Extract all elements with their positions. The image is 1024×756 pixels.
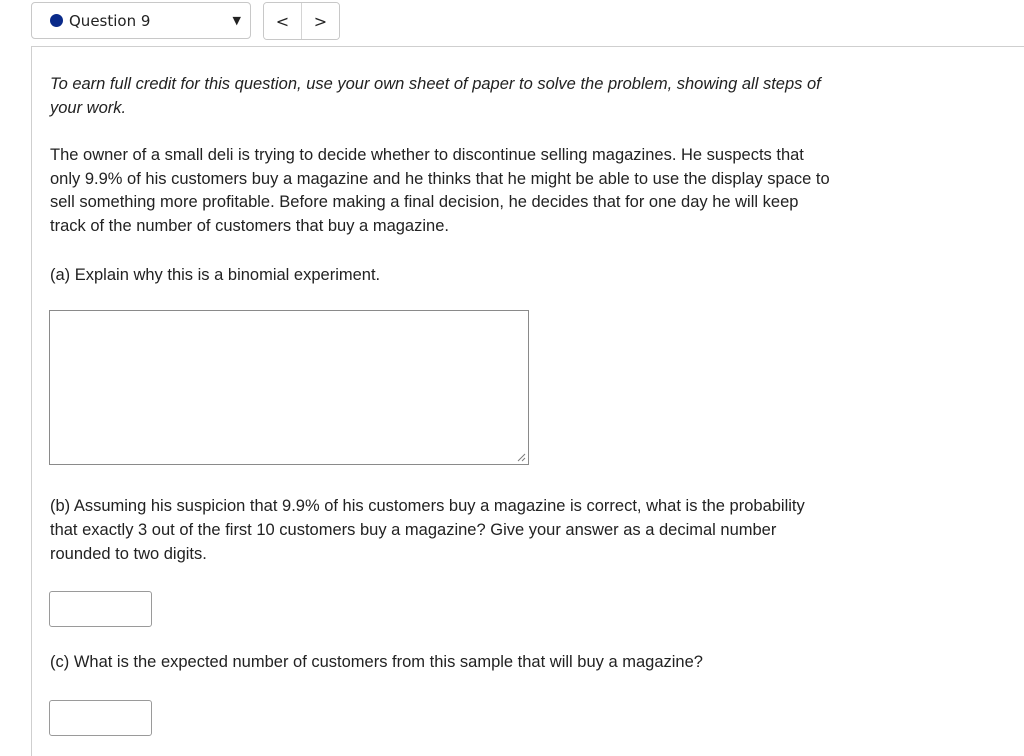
previous-question-button[interactable]: < (264, 3, 302, 39)
question-status-dot (50, 14, 63, 27)
header-divider (31, 46, 1024, 47)
part-c-prompt: (c) What is the expected number of customers from this sample that will buy a magazine? (50, 653, 703, 671)
question-body (50, 72, 840, 284)
content-left-border (31, 46, 32, 756)
next-question-button[interactable]: > (302, 3, 339, 39)
chevron-down-icon: ▼ (232, 14, 241, 27)
part-b-prompt: (b) Assuming his suspicion that 9.9% of his customers buy a magazine is correct, what is the probability that exactly 3 out of the first 10 customers buy a magazine? Give your answer as a decimal number rounded to two digits. (50, 497, 805, 563)
resize-handle-icon[interactable] (516, 452, 526, 462)
question-pager (263, 2, 340, 40)
question-selector-dropdown[interactable] (31, 2, 251, 39)
problem-statement: The owner of a small deli is trying to decide whether to discontinue selling magazines. He suspects that only 9.9% of his customers buy a magazine and he thinks that he might be able to use the display space to sell something more profitable. Before making a final decision, he decides that for one day he will keep track of the number of customers that buy a magazine. (50, 146, 830, 235)
part-a-answer-textarea[interactable] (49, 310, 529, 465)
part-b-answer-input[interactable] (49, 591, 152, 627)
part-c-answer-input[interactable] (49, 700, 152, 736)
question-selector-label: Question 9 (69, 11, 151, 30)
question-instructions: To earn full credit for this question, use your own sheet of paper to solve the problem, showing all steps of your work. (50, 75, 821, 117)
part-a-prompt: (a) Explain why this is a binomial experiment. (50, 266, 381, 284)
